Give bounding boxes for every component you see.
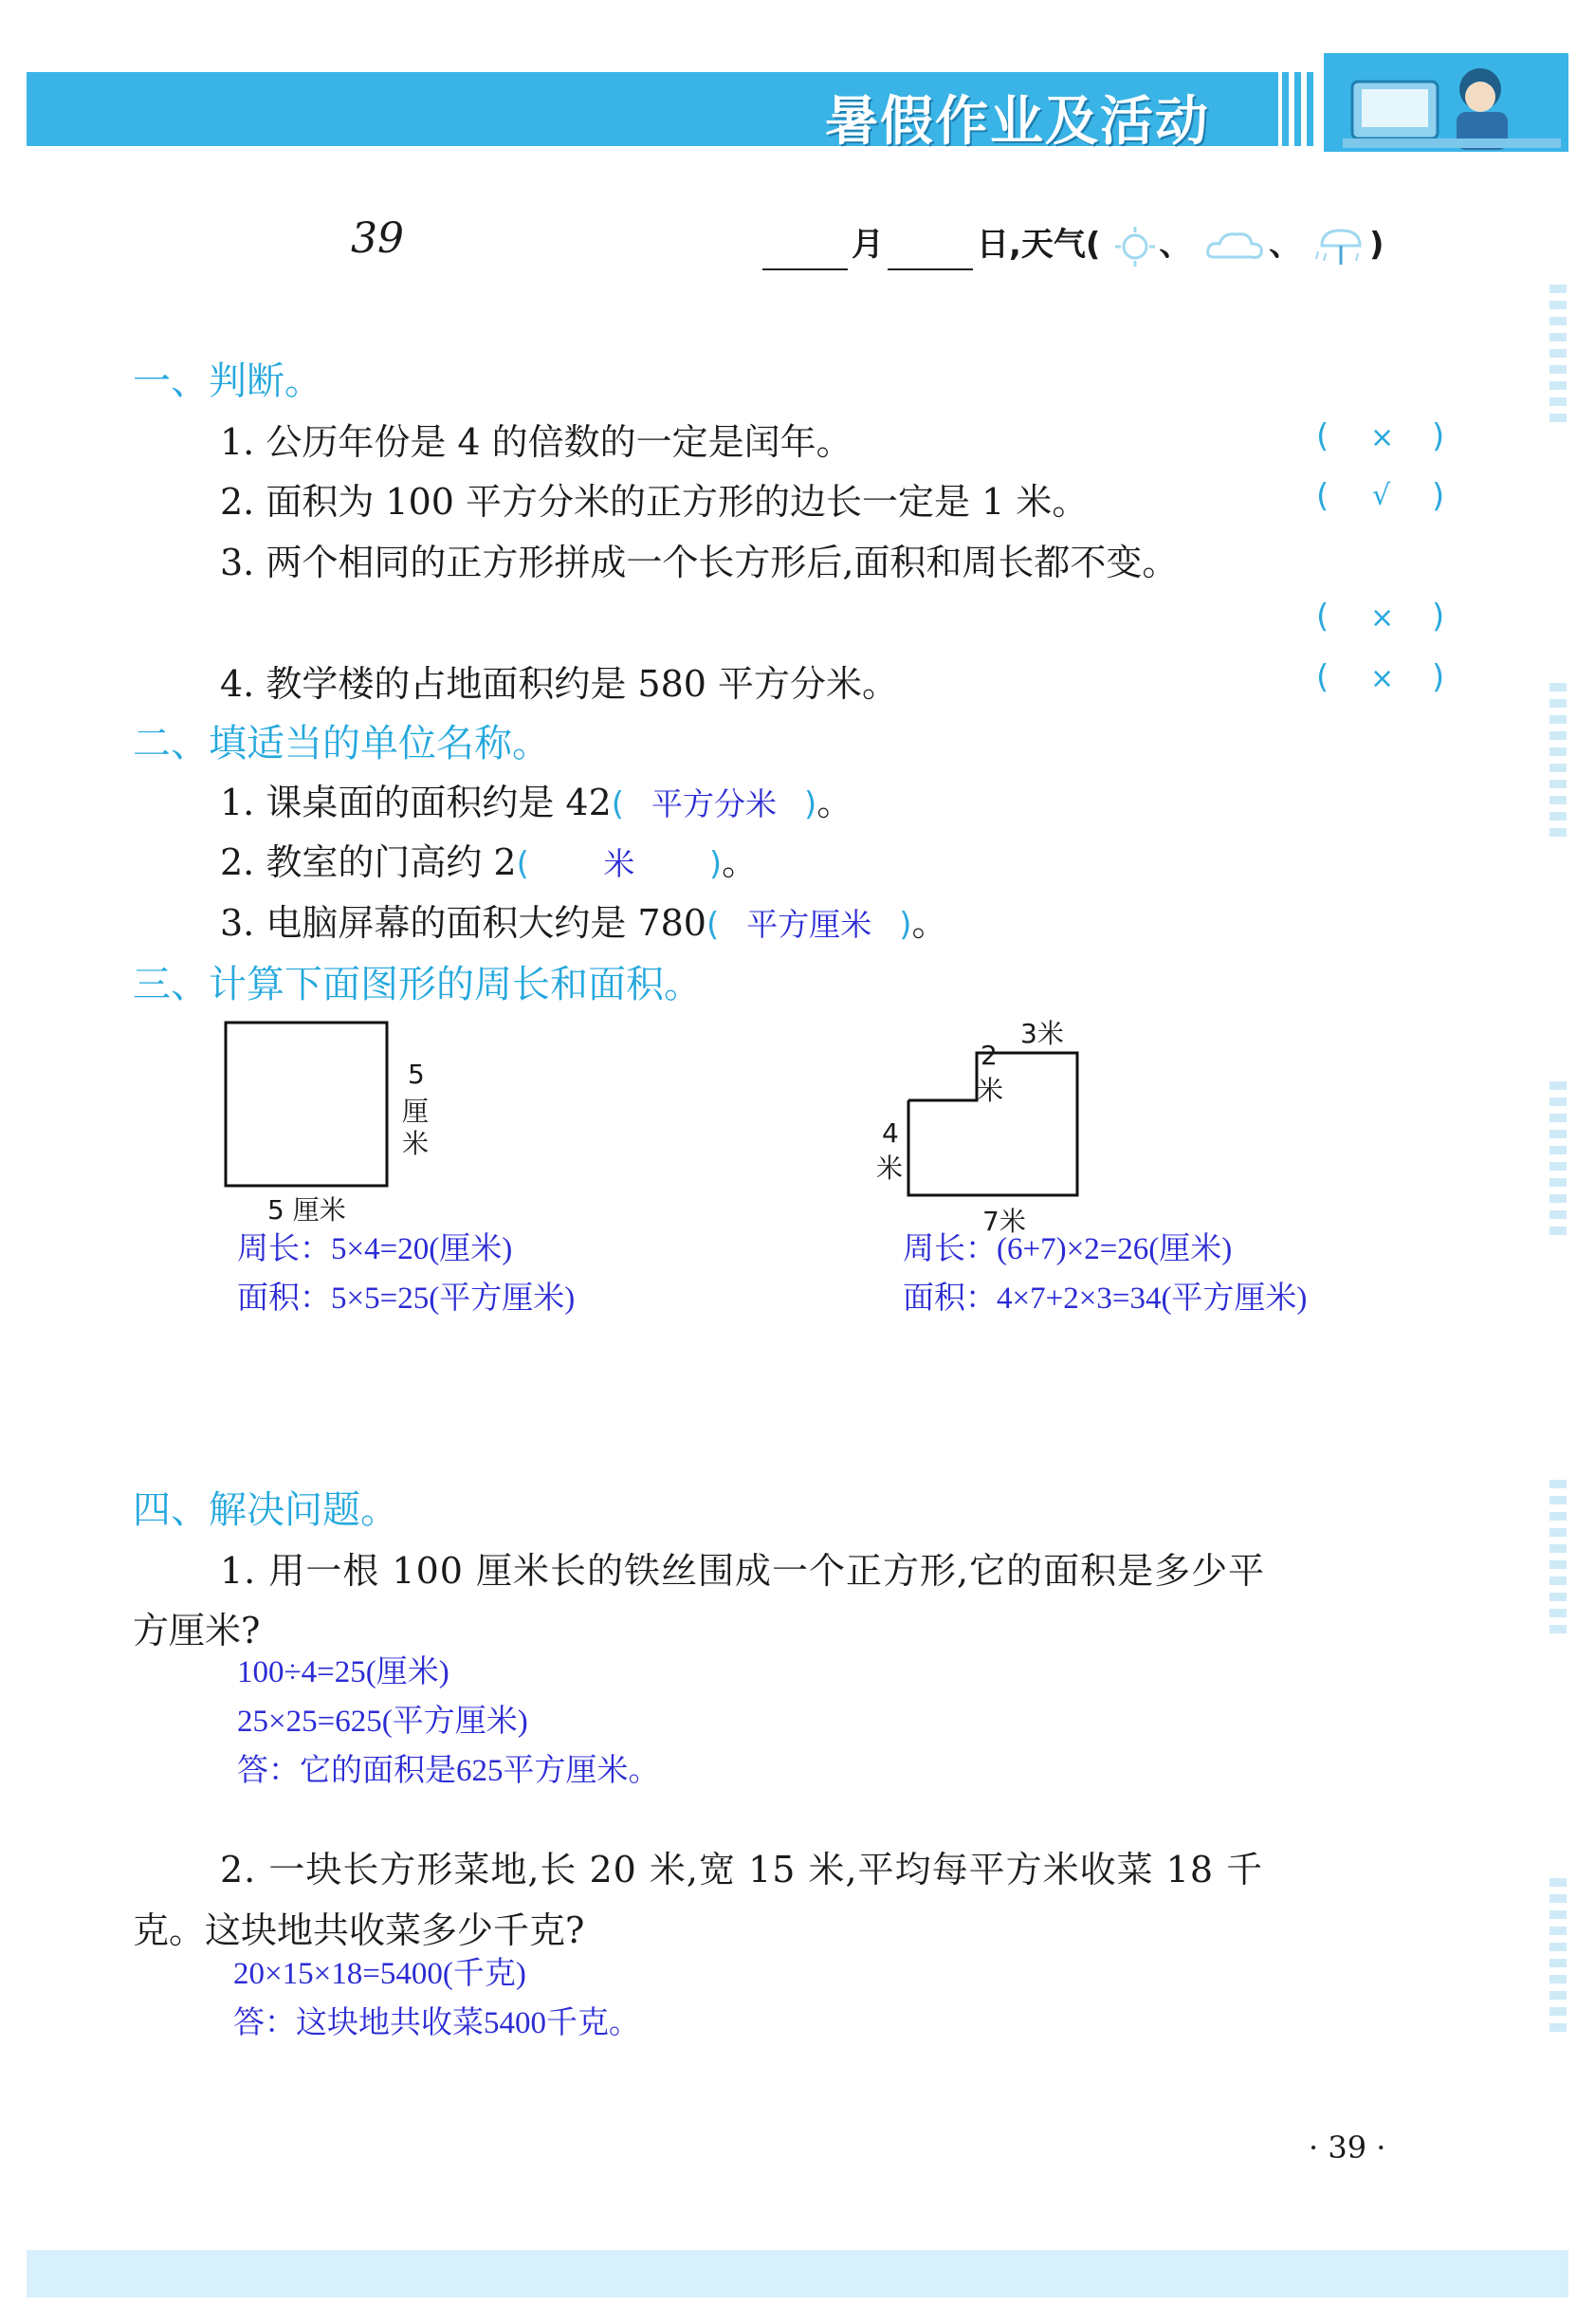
square-bottom-label: 5 厘米 <box>267 1194 346 1226</box>
header-title: 暑假作业及活动 <box>825 91 1210 153</box>
problem2-line1: 2. 一块长方形菜地,长 20 米,宽 15 米,平均每平方米收菜 18 千 <box>220 1849 1264 1891</box>
square-perimeter-answer: 周长：5×4=20(厘米) <box>237 1232 513 1266</box>
edge-decoration-mid2 <box>1549 1081 1567 1243</box>
square-area-answer: 面积：5×5=25(平方厘米) <box>237 1282 576 1316</box>
day-label: 日 <box>977 226 1009 264</box>
judge-answer-1: × <box>1370 421 1395 454</box>
sun-icon <box>1111 225 1159 268</box>
edge-decoration-top <box>1549 285 1567 430</box>
edge-decoration-bottom <box>1549 1878 1567 2039</box>
judge-open-paren: ( <box>1316 477 1329 515</box>
fill-answer-3: 平方厘米 <box>746 909 872 943</box>
weather-separator: 、 <box>1269 226 1302 264</box>
date-line <box>759 218 1384 270</box>
judge-question-4: 4. 教学楼的占地面积约是 580 平方分米。 <box>220 663 899 705</box>
fill-question-1 <box>220 773 852 825</box>
fill-suffix: 。 <box>722 841 759 883</box>
weather-label: ,天气( <box>1009 226 1101 264</box>
section4-title: 四、解决问题。 <box>133 1488 398 1532</box>
month-label: 月 <box>852 226 884 264</box>
problem2-step-1: 20×15×18=5400(千克) <box>233 1957 526 1991</box>
judge-answer-3: × <box>1370 601 1395 635</box>
judge-answer-4: × <box>1370 662 1395 695</box>
month-blank <box>762 240 848 270</box>
judge-close-paren: ) <box>1432 417 1445 455</box>
problem1-step-1: 100÷4=25(厘米) <box>237 1655 449 1689</box>
section1-title: 一、判断。 <box>133 360 322 403</box>
rain-icon <box>1312 223 1369 270</box>
problem2-line2: 克。这块地共收菜多少千克? <box>133 1909 585 1951</box>
header-stripes <box>1282 72 1314 146</box>
fill-open-paren: ( <box>516 845 529 883</box>
fill-open-paren: ( <box>706 906 720 944</box>
judge-question-3: 3. 两个相同的正方形拼成一个长方形后,面积和周长都不变。 <box>220 542 1179 583</box>
l-shape-step-number: 2 <box>981 1040 998 1071</box>
edge-decoration-low <box>1549 1480 1567 1641</box>
fill-answer-2: 米 <box>603 848 635 882</box>
fill-question-text: 1. 课桌面的面积约是 42 <box>220 782 612 823</box>
square-side-unit-2: 米 <box>402 1128 430 1159</box>
fill-question-3 <box>220 894 948 946</box>
fill-answer-1: 平方分米 <box>651 788 778 822</box>
problem1-line1: 1. 用一根 100 厘米长的铁丝围成一个正方形,它的面积是多少平 <box>220 1550 1266 1592</box>
judge-open-paren: ( <box>1316 658 1329 696</box>
judge-open-paren: ( <box>1316 598 1329 636</box>
problem1-step-2: 25×25=625(平方厘米) <box>237 1705 528 1739</box>
judge-question-2: 2. 面积为 100 平方分米的正方形的边长一定是 1 米。 <box>220 481 1089 523</box>
weather-close: ) <box>1369 226 1384 264</box>
section3-title: 三、计算下面图形的周长和面积。 <box>133 963 702 1006</box>
cartoon-student-icon <box>1324 53 1568 152</box>
problem2-answer: 答：这块地共收菜5400千克。 <box>233 2006 640 2040</box>
l-shape-area-answer: 面积：4×7+2×3=34(平方厘米) <box>903 1282 1308 1316</box>
weather-separator: 、 <box>1159 226 1192 264</box>
fill-close-paren: ) <box>899 906 912 944</box>
fill-suffix: 。 <box>911 902 948 944</box>
square-side-unit-1: 厘 <box>402 1096 430 1127</box>
judge-close-paren: ) <box>1432 477 1445 515</box>
fill-question-2 <box>220 833 758 885</box>
fill-question-text: 2. 教室的门高约 2 <box>220 841 517 883</box>
problem1-line2: 方厘米? <box>133 1610 261 1651</box>
problem1-answer: 答：它的面积是625平方厘米。 <box>237 1754 660 1788</box>
judge-close-paren: ) <box>1432 658 1445 696</box>
footer-band <box>27 2250 1568 2297</box>
fill-open-paren: ( <box>611 785 625 823</box>
square-side-number: 5 <box>408 1059 425 1090</box>
l-shape-left-unit: 米 <box>876 1153 904 1184</box>
edge-decoration-mid <box>1549 683 1567 844</box>
section2-title: 二、填适当的单位名称。 <box>133 722 550 765</box>
fill-suffix: 。 <box>816 782 853 823</box>
l-shape-perimeter-answer: 周长：(6+7)×2=26(厘米) <box>903 1232 1233 1266</box>
fill-close-paren: ) <box>708 845 723 883</box>
fill-question-text: 3. 电脑屏幕的面积大约是 780 <box>220 902 706 944</box>
fill-close-paren: ) <box>804 785 817 823</box>
l-shape-left-number: 4 <box>882 1117 899 1149</box>
judge-close-paren: ) <box>1432 598 1445 636</box>
l-shape-top-label: 3米 <box>1020 1018 1064 1049</box>
day-blank <box>888 240 973 270</box>
l-shape-step-unit: 米 <box>977 1075 1004 1106</box>
judge-answer-2: √ <box>1372 479 1391 512</box>
judge-question-1: 1. 公历年份是 4 的倍数的一定是闰年。 <box>220 421 852 463</box>
judge-open-paren: ( <box>1316 417 1329 455</box>
l-shape-bottom-label: 7米 <box>982 1206 1026 1237</box>
page-label: 39 <box>351 214 404 263</box>
cloud-icon <box>1202 225 1269 268</box>
page-number: · 39 · <box>1309 2130 1386 2166</box>
